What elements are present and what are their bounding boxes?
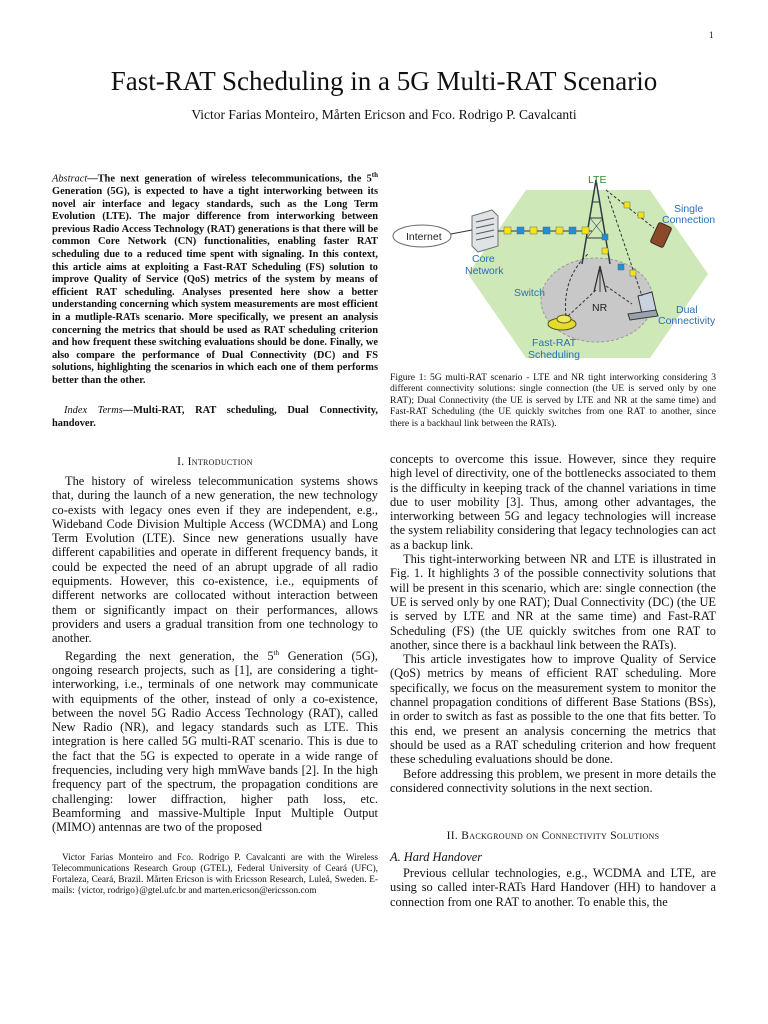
right-paragraph-3: This article investigates how to improve Quality of Service (QoS) metrics by means of efficient RAT scheduling. More specifically, we focus on the measurement system to monitor the channel propagation conditions of different Base Stations (BSs), in order to switch as fast as possible to the one that fits better. To this end, we present an analysis concerning the metrics that should be used as a RAT scheduling criterion and how frequent these scheduling evaluations should be done.	[390, 652, 716, 767]
abstract-sup: th	[371, 171, 378, 179]
paper-authors: Victor Farias Monteiro, Mårten Ericson and Fco. Rodrigo P. Cavalcanti	[191, 107, 577, 122]
section-2-paragraph-1: Previous cellular technologies, e.g., WCDMA and LTE, are using so called inter-RATs Hard Handover (HH) to handover a connection from one RAT to another. To enable this, the	[390, 866, 716, 909]
index-terms	[52, 405, 378, 430]
lte-label: LTE	[588, 174, 607, 186]
fast-rat-label-1: Fast-RAT	[532, 337, 577, 349]
switch-label: Switch	[514, 287, 545, 299]
backhaul-packets	[504, 227, 589, 234]
abstract	[52, 169, 378, 388]
single-connection-label-1: Single	[674, 203, 704, 215]
abstract-text-2: Generation (5G), is expected to have a tight interworking between its novel air interface and legacy standards, such as the Long Term Evolution (LTE). The major difference from interworking between previous Radio Access Technology (RAT) generations is that there will be common Core Network (CN) functionalities, enabling faster RAT scheduling due to a reduced time spent with signaling. In this context, this article aims at exploiting a Fast-RAT Scheduling (FS) solution to improve Quality of Service (QoS) metrics of the system by means of efficient RAT scheduling. Analyses presented here show a better understanding concerning which system measurements are most efficient in a mutliple-RATs scenario. More specifically, we present an analysis concerning the metrics that should be used as RAT scheduling criterion and how frequent these switching evaluations should be done. Finally, we also compare the performance of Dual Connectivity (DC) and FS solutions, highlighting the scenarios in which each one of them performs better than the other.	[52, 186, 378, 386]
section-1-p2-a: Regarding the next generation, the 5	[65, 648, 274, 663]
abstract-label: Abstract	[52, 173, 88, 185]
section-1-heading: I. Introduction	[177, 456, 253, 468]
dual-connectivity-label-1: Dual	[676, 304, 698, 316]
core-network-label-2: Network	[465, 265, 504, 277]
single-connection-label-2: Connection	[662, 214, 716, 226]
internet-label: Internet	[406, 231, 442, 243]
section-1-body	[52, 474, 378, 835]
core-network-label-1: Core	[472, 253, 495, 265]
fast-rat-label-2: Scheduling	[528, 349, 580, 361]
section-2-body	[390, 866, 716, 909]
core-network-server-icon	[472, 210, 498, 252]
paper-title: Fast-RAT Scheduling in a 5G Multi-RAT Scenario	[110, 66, 658, 96]
figure-caption: Figure 1: 5G multi-RAT scenario - LTE and NR tight interworking considering 3 different connectivity solutions: single connection (the UE is served only by one RAT); Dual Connectivity (the UE is served by LTE and NR at the same time) and Fast-RAT Scheduling (the UE quickly switches from one RAT to another, since there is a backhaul link between the RATs).	[390, 372, 716, 429]
nr-label: NR	[592, 302, 608, 314]
right-column-body	[390, 452, 716, 795]
dual-packet-2	[630, 270, 636, 276]
footnote	[52, 853, 378, 897]
dual-connectivity-label-2: Connectivity	[658, 315, 716, 327]
single-packet-1	[624, 202, 630, 208]
right-paragraph-4: Before addressing this problem, we present in more details the considered connectivity solutions in the next section.	[390, 766, 716, 795]
section-1-p2-sup: th	[273, 648, 279, 657]
index-terms-text: —Multi-RAT, RAT scheduling, Dual Connectivity, handover.	[52, 405, 379, 429]
section-1-paragraph-2	[52, 646, 378, 835]
subsection-a-heading: A. Hard Handover	[390, 850, 483, 864]
figure-1	[392, 168, 722, 368]
internet-link	[451, 230, 472, 234]
right-paragraph-2: This tight-interworking between NR and LTE is illustrated in Fig. 1. It highlights 3 of the possible connectivity solutions that will be present in this scenario, which are: single connection (the UE is served only by one RAT); Dual Connectivity (DC) (the UE is served by LTE and NR at the same time) and Fast-RAT Scheduling (FS) (the UE quickly switches from one RAT to another, since there is a backhaul link between the RATs).	[390, 552, 716, 652]
footnote-text: Victor Farias Monteiro and Fco. Rodrigo P. Cavalcanti are with the Wireless Telecommunications Research Group (GTEL), Federal University of Ceará (UFC), Fortaleza, Ceará, Brazil. Mårten Ericson is with Ericsson Research, Luleå, Sweden. E-mails: {victor, rodrigo}@gtel.ufc.br and marten.ericson@ericsson.com	[52, 853, 378, 896]
right-paragraph-1: concepts to overcome this issue. However, since they require high level of directivity, one of the bottlenecks associated to them is the difficulty in keeping track of the channel variations in time due to user mobility [3]. Thus, among other advantages, the interworking between 5G and legacy technologies will increase the system reliability considering that legacy technologies can act as a backup link.	[390, 452, 716, 552]
section-1-p2-b: Generation (5G), ongoing research projects, such as [1], are considering a tight-interworking, i.e., terminals of one network may communicate with equipments of the other, instead of only a co-existence, between the novel 5G Radio Access Technology (RAT), called New Radio (NR), and legacy standards such as LTE. This integration is here called 5G multi-RAT scenario. This is due to the fact that the 5G is expected to operate in a wide range of frequencies, including very high mmWave bands [2]. In the high frequency part of the spectrum, the propagation conditions are challenging: lower diffraction, higher path loss, etc. Beamforming and massive-Multiple Input Multiple Output (MIMO) antennas are two of the proposed	[52, 648, 379, 835]
single-packet-2	[638, 212, 644, 218]
section-1-paragraph-1: The history of wireless telecommunication systems shows that, during the launch of a new generation, the new technology co-exists with legacy ones even if they are independent, e.g., Wideband Code Division Multiple Access (WCDMA) and Long Term Evolution (LTE). Since new generations usually have different capabilities and operate in different frequency bands, it could be expected the need of an abrupt upgrade of all radio equipments. However, this co-existence, i.e., equipments of different networks are collocated without interaction between them or significantly impact on their performances, allows providers and users a gradual transition from one technology to another.	[52, 474, 378, 646]
dual-packet-1	[618, 264, 624, 270]
section-2-heading: II. Background on Connectivity Solutions	[446, 830, 660, 842]
page-number: 1	[709, 30, 714, 40]
index-terms-label: Index Terms	[64, 405, 123, 416]
abstract-text-1: —The next generation of wireless telecommunications, the 5	[87, 173, 372, 185]
